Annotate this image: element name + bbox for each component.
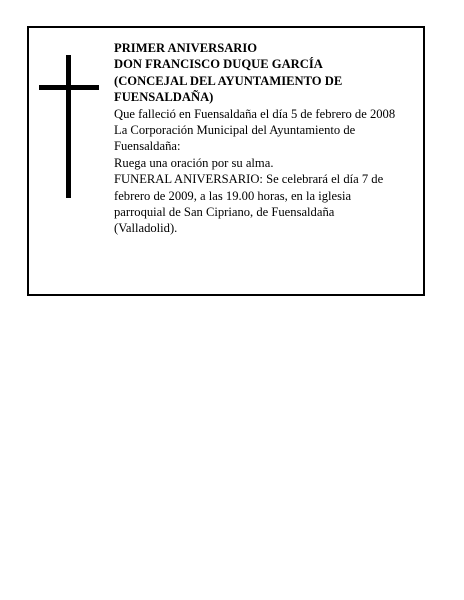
cross-vertical-bar <box>66 55 71 198</box>
corporation-line: Fuensaldaña: <box>114 139 181 154</box>
death-date-line: Que falleció en Fuensaldaña el día 5 de febrero de 2008 <box>114 106 396 121</box>
deceased-role-line: (CONCEJAL DEL AYUNTAMIENTO DE <box>114 73 343 88</box>
deceased-role-line: FUENSALDAÑA) <box>114 90 214 105</box>
funeral-info-line: parroquial de San Cipriano, de Fuensaldaña <box>114 205 335 220</box>
deceased-name: DON FRANCISCO DUQUE GARCÍA <box>114 57 323 72</box>
corporation-line: La Corporación Municipal del Ayuntamiento de <box>114 123 356 138</box>
notice-text <box>114 40 424 237</box>
notice-title-line: PRIMER ANIVERSARIO <box>114 41 258 55</box>
obituary-notice <box>27 26 425 296</box>
funeral-info-line: FUNERAL ANIVERSARIO: Se celebrará el día 7 de <box>114 172 384 187</box>
prayer-request-line: Ruega una oración por su alma. <box>114 155 274 170</box>
funeral-info-line: febrero de 2009, a las 19.00 horas, en la iglesia <box>114 188 352 203</box>
funeral-info-line: (Valladolid). <box>114 221 178 236</box>
latin-cross-icon <box>39 55 99 198</box>
cross-horizontal-bar <box>39 85 99 90</box>
